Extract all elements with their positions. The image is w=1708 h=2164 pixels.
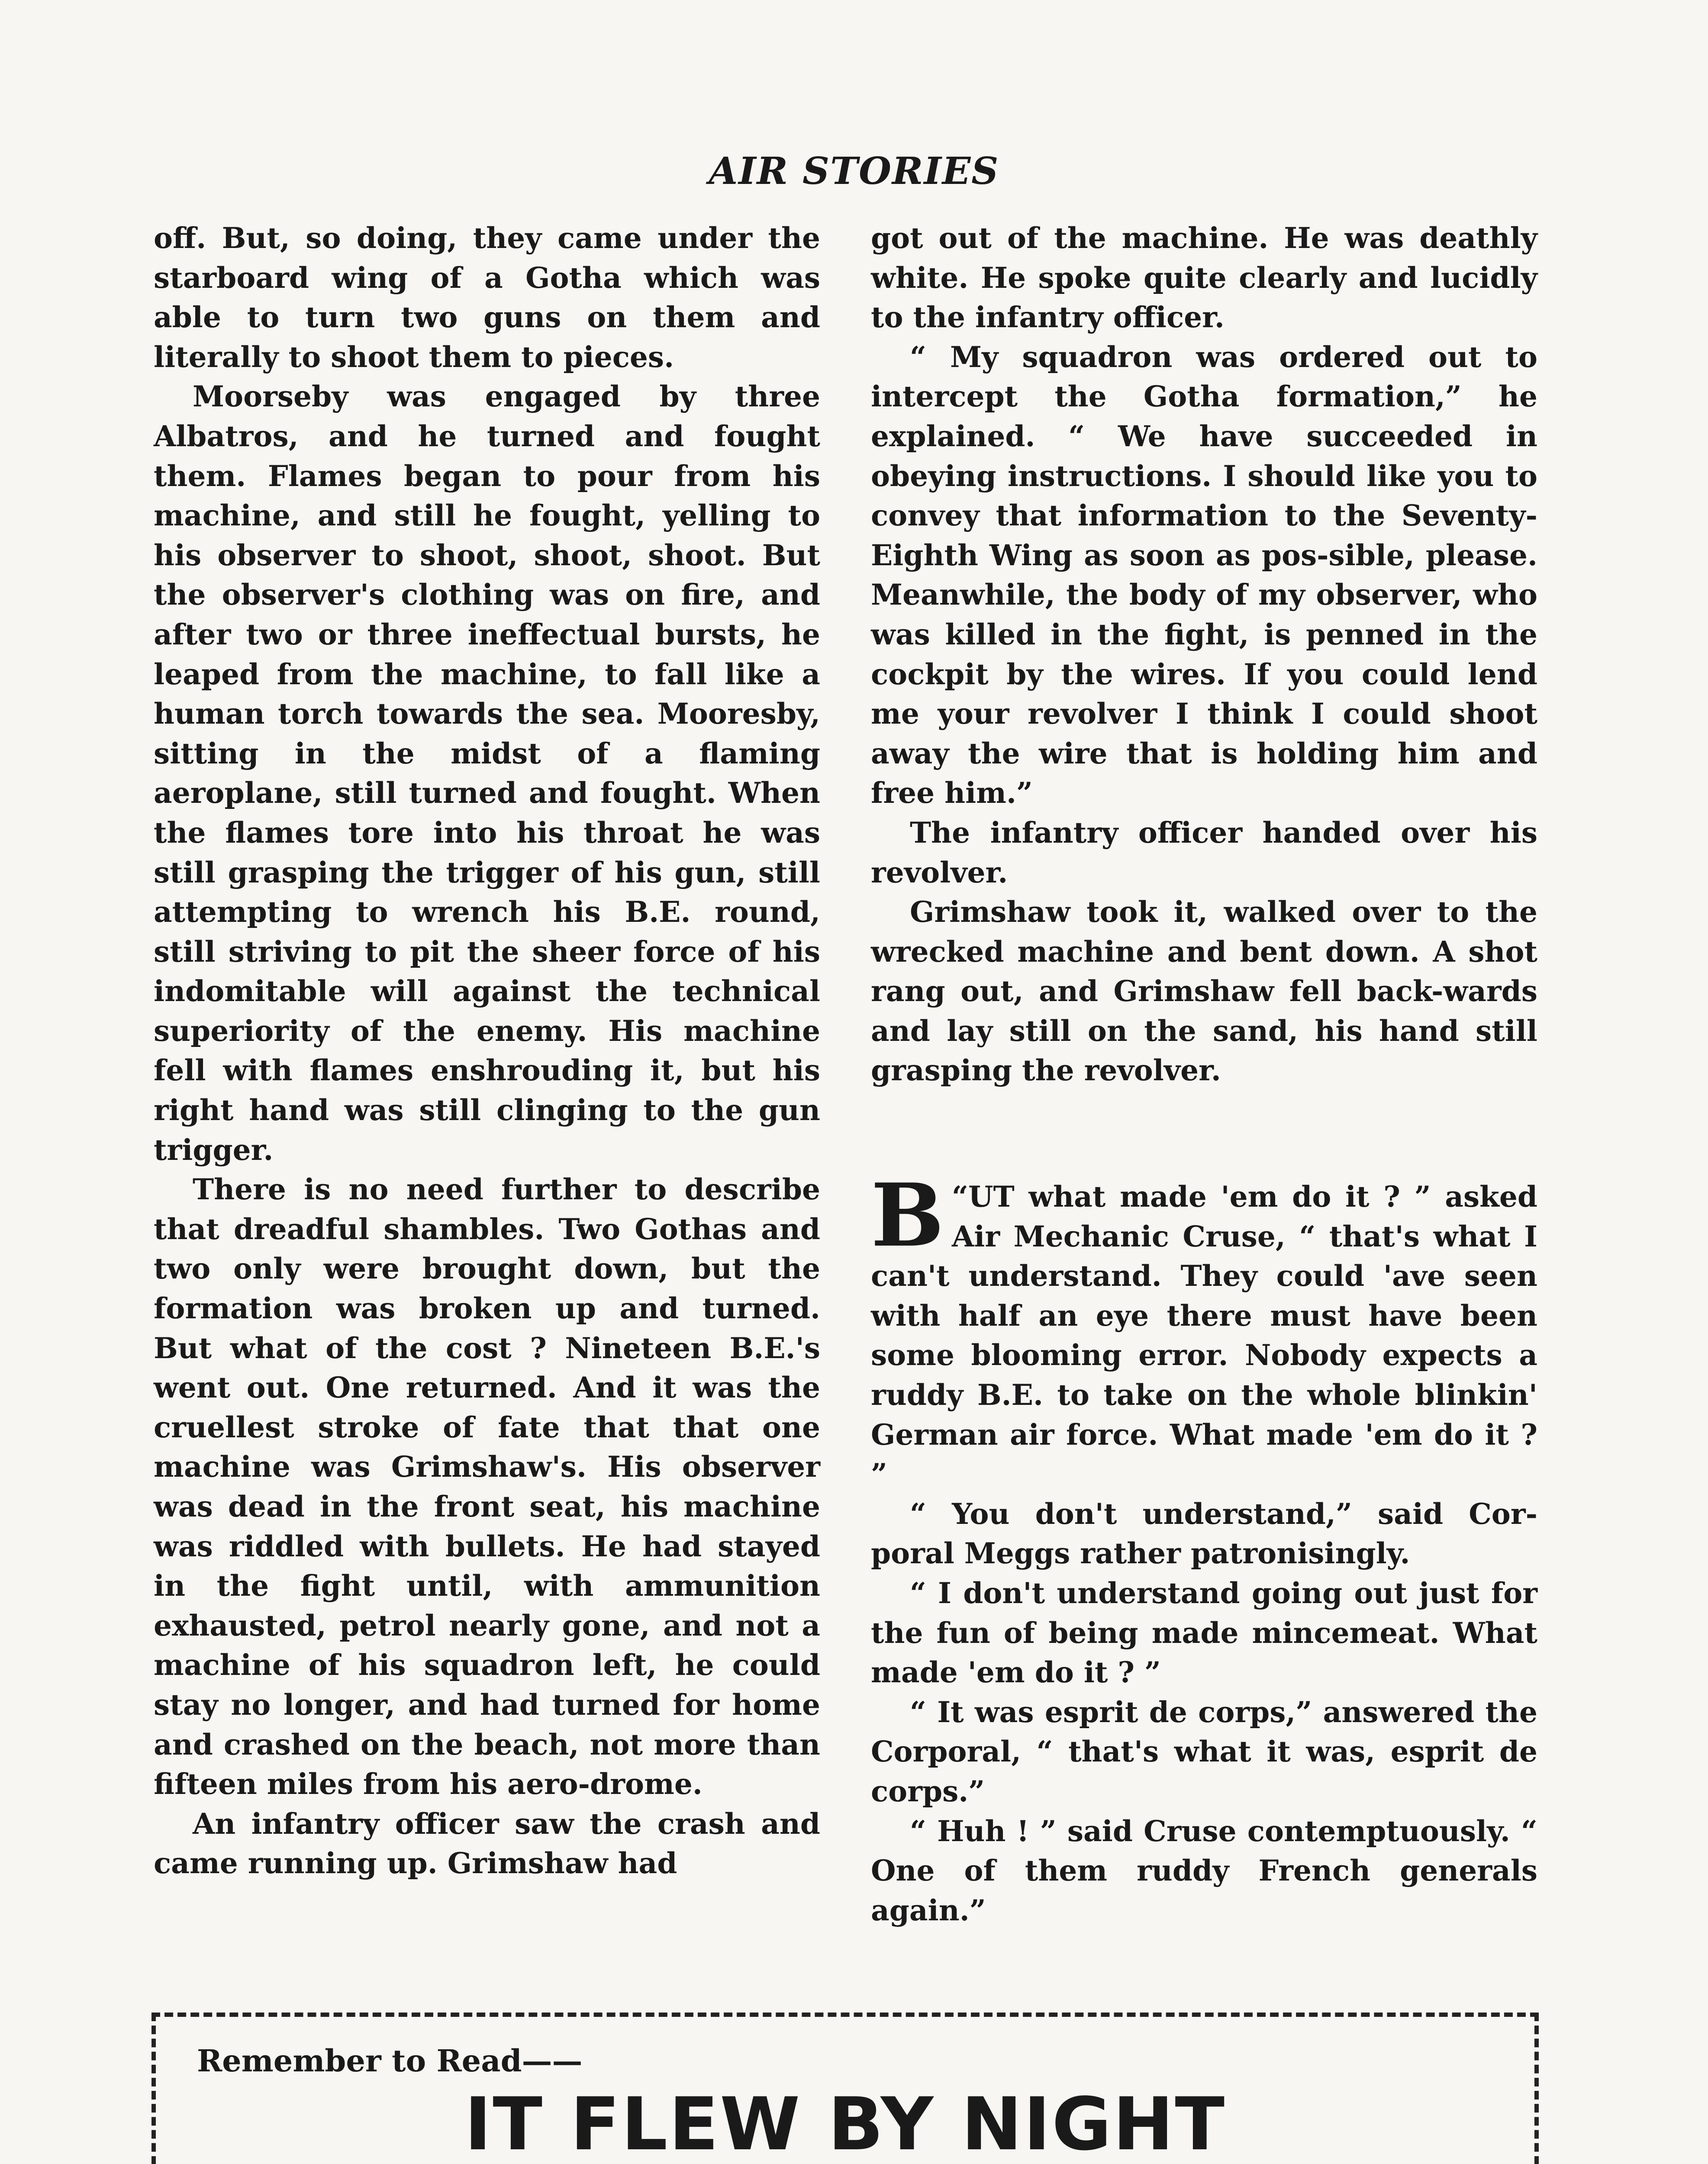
paragraph: Moorseby was engaged by three Albatros, and he turned and fought them. Flames began to pour from his machine, and still he fought, yelling to his observer to shoot, shoot, shoot. But the observer's clothing was on fire, and after two or three ineffectual bursts, he leaped from the machine, to fall like a human torch towards the sea. Mooresby, sitting in the midst of a flaming aeroplane, still turned and fought. When the flames tore into his throat he was still grasping the trigger of his gun, still attempting to wrench his B.E. round, still striving to pit the sheer force of his indomitable will against the technical superiority of the enemy. His machine fell with flames enshrouding it, but his right hand was still clinging to the gun trigger.: [154, 380, 820, 1167]
running-head: AIR STORIES: [709, 149, 999, 193]
paragraph: got out of the machine. He was deathly white. He spoke quite clearly and lucidly to the infantry officer.: [871, 221, 1537, 335]
paragraph: “ I don't understand going out just for the fun of being made mincemeat. What made 'em do it ? ”: [871, 1576, 1537, 1690]
paragraph: The infantry officer handed over his revolver.: [871, 815, 1537, 889]
advert-title: IT FLEW BY NIGHT: [464, 2082, 1226, 2164]
paragraph: Grimshaw took it, walked over to the wrecked machine and bent down. A shot rang out, and Grimshaw fell back-wards and lay still on the sand, his hand still grasping the revolver.: [871, 895, 1537, 1088]
paragraph: There is no need further to describe that dreadful shambles. Two Gothas and two only were brought down, but the formation was broken up and turned. But what of the cost ? Nineteen B.E.'s went out. One returned. And it was the cruellest stroke of fate that that one machine was Grimshaw's. His observer was dead in the front seat, his machine was riddled with bullets. He had stayed in the fight until, with ammunition exhausted, petrol nearly gone, and not a machine of his squadron left, he could stay no longer, and had turned for home and crashed on the beach, not more than fifteen miles from his aero-drome.: [154, 1172, 820, 1801]
section-opening-paragraph: [871, 1165, 1537, 1494]
paragraph: “ My squadron was ordered out to intercept the Gotha formation,” he explained. “ We have succeeded in obeying instructions. I should like you to convey that information to the Seventy-Eighth Wing as soon as pos-sible, please. Meanwhile, the body of my observer, who was killed in the fight, is penned in the cockpit by the wires. If you could lend me your revolver I think I could shoot away the wire that is holding him and free him.”: [871, 340, 1537, 810]
drop-cap: B: [871, 1165, 944, 1267]
advert-kicker: Remember to Read——: [197, 2043, 583, 2079]
paragraph: “ You don't understand,” said Cor-poral Meggs rather patronisingly.: [871, 1497, 1537, 1571]
paragraph: “ It was esprit de corps,” answered the Corporal, “ that's what it was, esprit de corps.”: [871, 1695, 1537, 1808]
opening-text: UT what made 'em do it ? ” asked Air Mechanic Cruse, “ that's what I can't understand. They could 'ave seen with half an eye there must have been some blooming error. Nobody expects a ruddy B.E. to take on the whole blinkin' German air force. What made 'em do it ? ”: [871, 1180, 1537, 1491]
right-column: [871, 219, 1537, 1930]
paragraph: off. But, so doing, they came under the starboard wing of a Gotha which was able to turn two guns on them and literally to shoot them to pieces.: [154, 221, 820, 374]
left-column: [154, 219, 820, 1884]
section-break: [871, 1091, 1537, 1177]
advert-box: [151, 2013, 1539, 2164]
paragraph: An infantry officer saw the crash and came running up. Grimshaw had: [154, 1807, 820, 1881]
paragraph: “ Huh ! ” said Cruse contemptuously. “ One of them ruddy French generals again.”: [871, 1814, 1537, 1927]
open-quote: “: [952, 1180, 969, 1214]
